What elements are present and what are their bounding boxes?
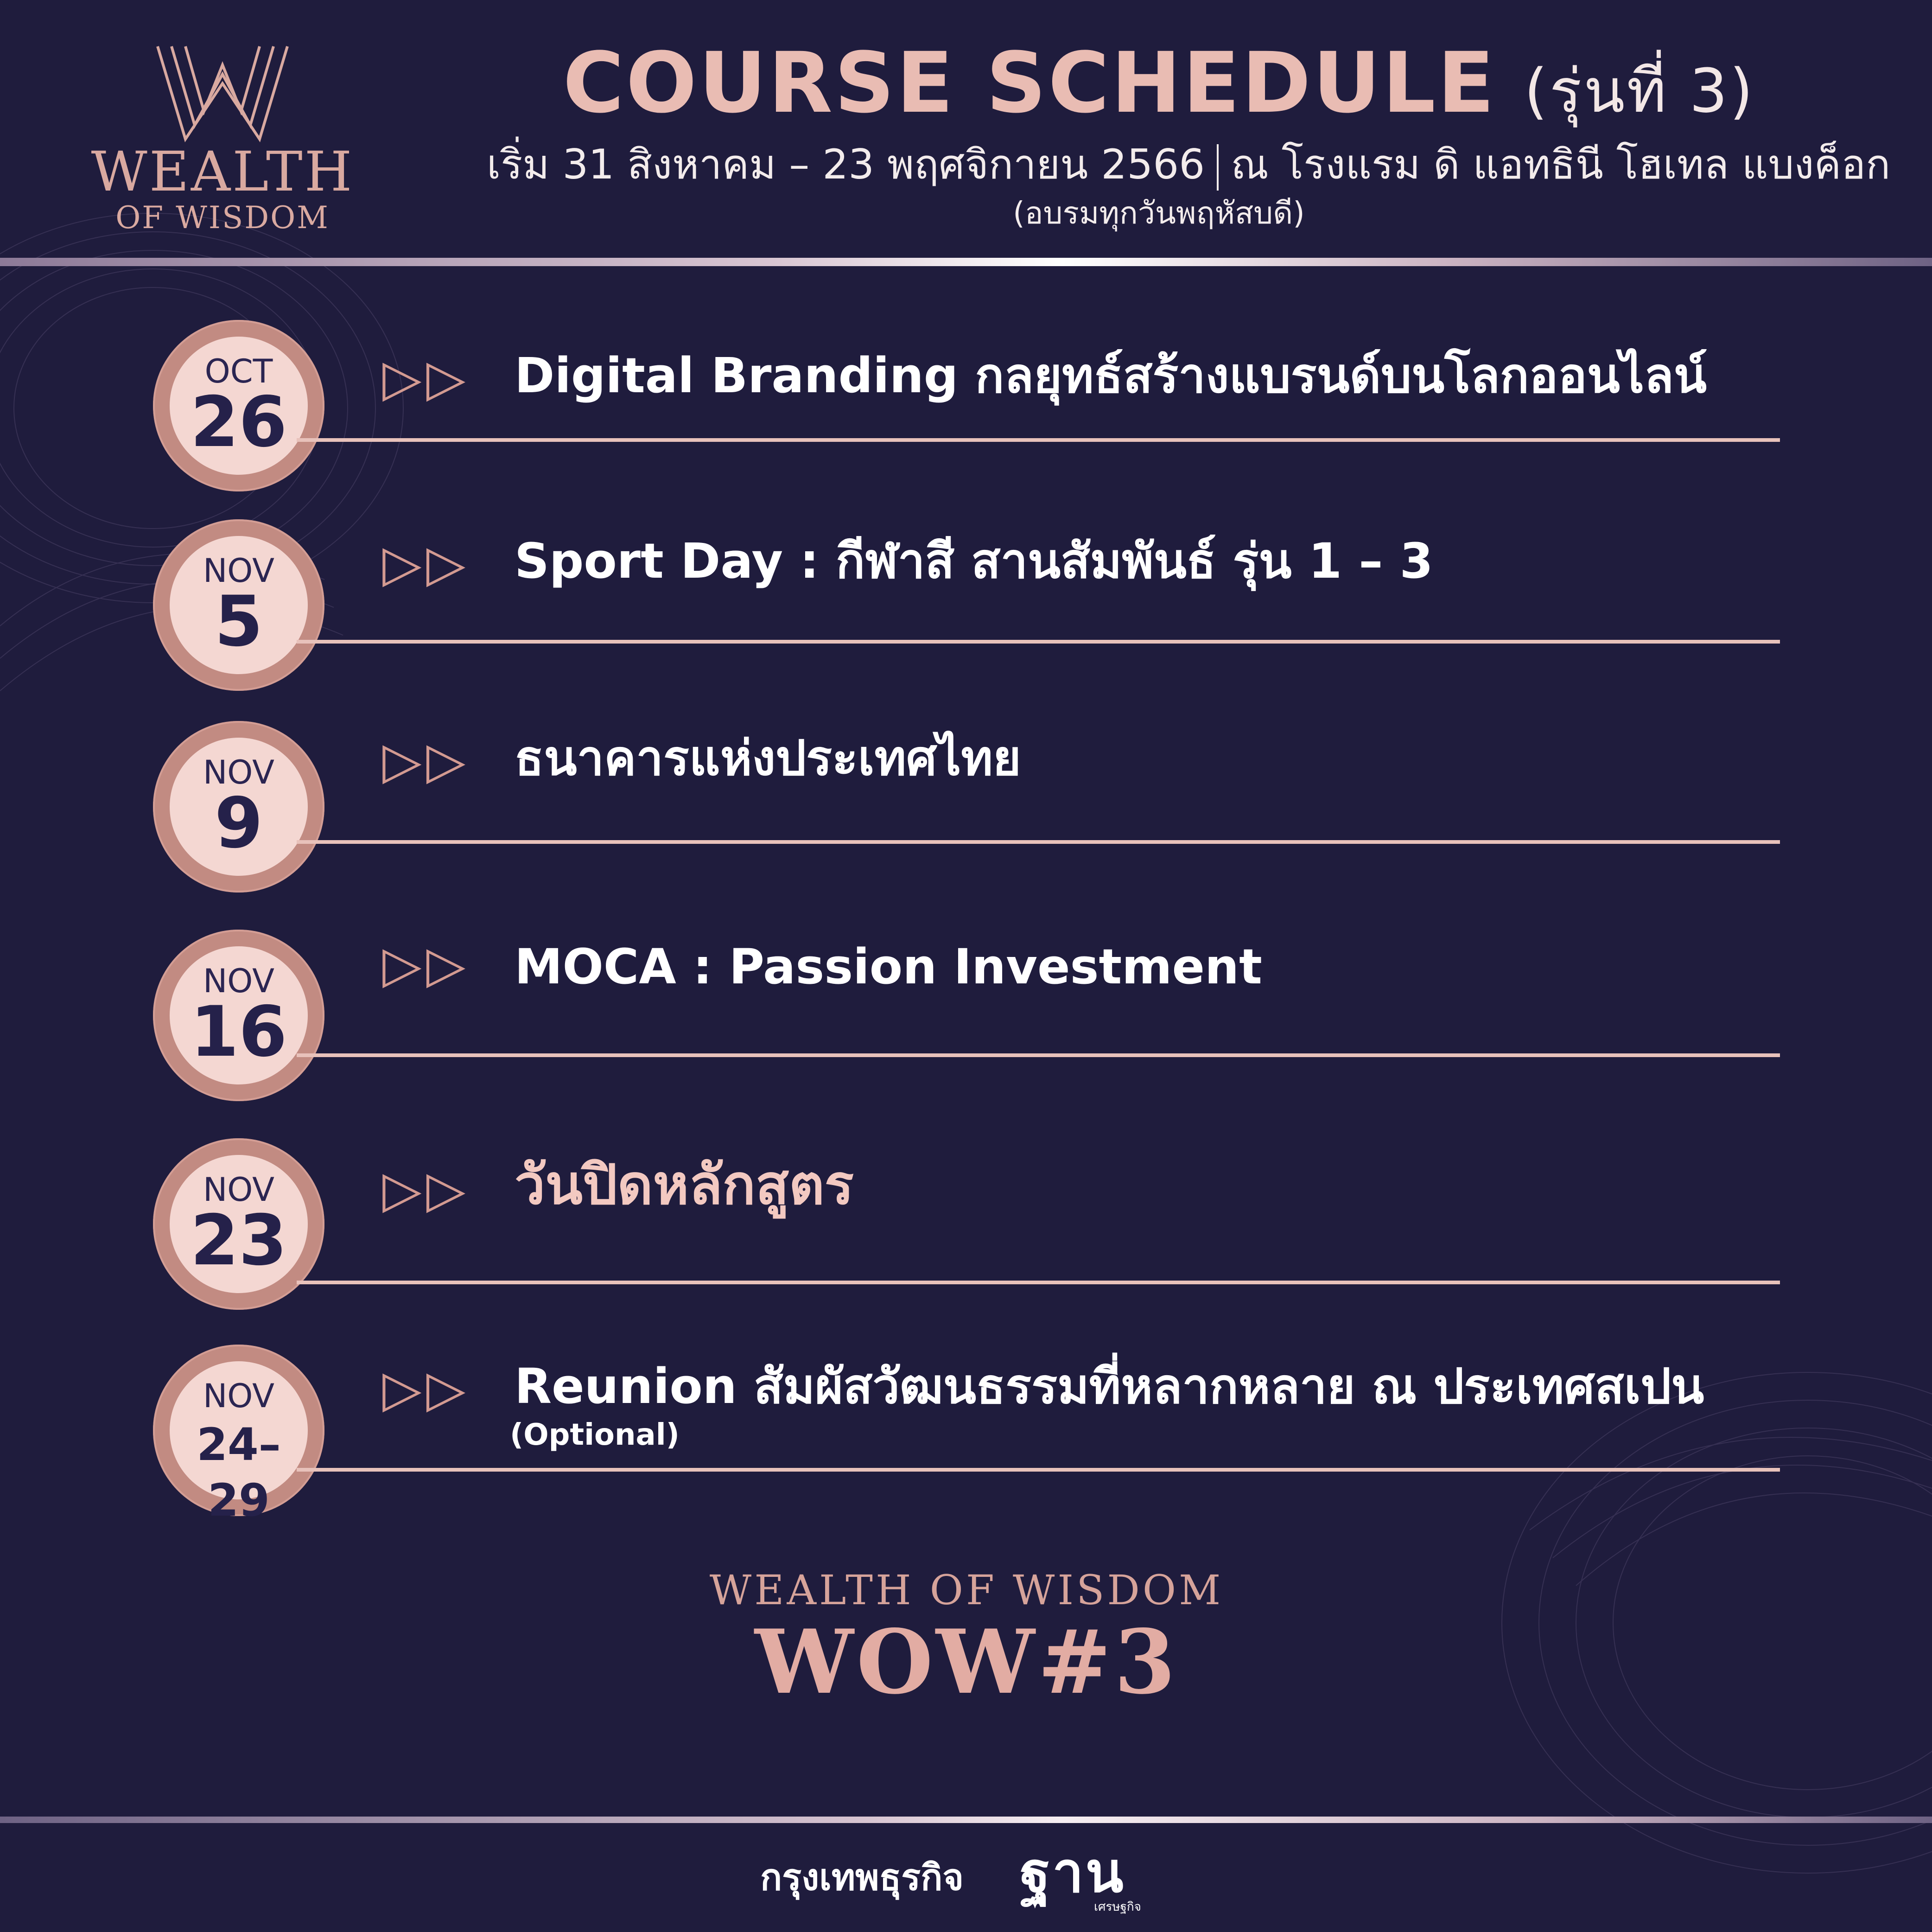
row-divider [297,1468,1780,1472]
badge-day: 16 [190,992,287,1072]
badge-day: 5 [214,581,263,662]
topic-title: MOCA : Passion Investment [515,938,1262,995]
wow-line2: WOW#3 [755,1610,1178,1714]
row-divider [297,1053,1780,1057]
topic-title: วันปิดหลักสูตร [515,1153,854,1217]
partner2-name: ฐาน [1020,1841,1125,1905]
subtitle-dates: เริ่ม 31 สิงหาคม – 23 พฤศจิกายน 2566 [487,140,1205,188]
topic-title: ธนาคารแห่งประเทศไทย [515,730,1021,786]
date-badge [153,930,324,1101]
partner2-sub: เศรษฐกิจ [1094,1900,1141,1914]
badge-day: 23 [190,1200,287,1281]
arrow-icon: ▷▷ [382,348,470,408]
row-divider [297,1281,1780,1284]
arrow-icon: ▷▷ [382,731,470,790]
title-block [487,37,1831,137]
badge-month: NOV [203,1171,275,1209]
subtitle [487,139,1891,191]
optional-note: (Optional) [510,1418,680,1452]
page-title [487,37,1831,137]
topic-title: Reunion สัมผัสวัฒนธรรมที่หลากหลาย ณ ประเทศสเปน [515,1358,1704,1415]
row-divider [297,640,1780,644]
badge-month: NOV [203,962,275,1000]
row-divider [297,438,1780,442]
header-divider [0,258,1932,266]
partner-logo-thansettakij [1020,1841,1187,1915]
batch-label: (รุ่นที่ 3) [1524,56,1755,126]
badge-day: 26 [190,382,287,463]
partner-logo-krungthep-turakij: กรุงเทพธุรกิจ [760,1857,964,1899]
date-badge [153,320,324,491]
footer-divider [0,1817,1932,1823]
badge-month: OCT [204,352,273,390]
topic-title: Digital Branding กลยุทธ์สร้างแบรนด์บนโลกออนไลน์ [515,347,1707,404]
badge-month: NOV [203,1377,275,1415]
arrow-icon: ▷▷ [382,1359,470,1418]
logo-line1: WEALTH [91,140,354,204]
wow-line1: WEALTH OF WISDOM [709,1566,1224,1614]
logo-line2: OF WISDOM [115,200,330,236]
wow-brand-block [649,1566,1284,1714]
wealth-of-wisdom-logo [79,42,366,241]
badge-day: 9 [214,783,263,864]
topic-title: Sport Day : กีฬาสี สานสัมพันธ์ รุ่น 1 – 3 [515,533,1433,589]
title-text: COURSE SCHEDULE [563,35,1496,132]
badge-day: 24–29 [197,1419,281,1526]
badge-month: NOV [203,552,275,590]
badge-month: NOV [203,753,275,791]
row-divider [297,840,1780,844]
date-badge [153,1345,324,1526]
subtitle-venue: ณ โรงแรม ดิ แอทธินี โฮเทล แบงค็อก [1231,140,1891,188]
subtitle-separator [1217,144,1219,191]
schedule-note: (อบรมทุกวันพฤหัสบดี) [1013,195,1305,231]
arrow-icon: ▷▷ [382,534,470,593]
arrow-icon: ▷▷ [382,935,470,994]
w-monogram-icon [153,42,292,148]
date-badge [153,721,324,893]
date-badge [153,519,324,691]
arrow-icon: ▷▷ [382,1160,470,1219]
